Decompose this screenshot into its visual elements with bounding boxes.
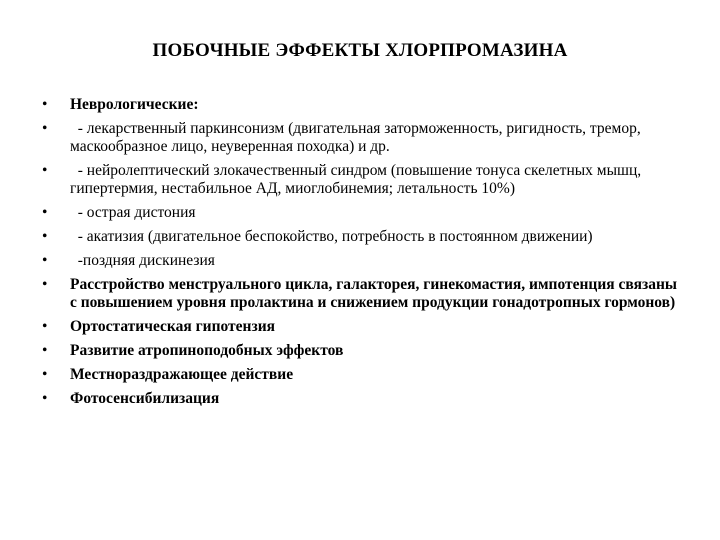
bullet-text: Развитие атропиноподобных эффектов — [70, 342, 344, 359]
bullet-item — [40, 162, 680, 198]
bullet-marker: • — [42, 120, 48, 137]
bullet-text: Ортостатическая гипотензия — [70, 318, 276, 335]
slide-title: ПОБОЧНЫЕ ЭФФЕКТЫ ХЛОРПРОМАЗИНА — [152, 40, 568, 61]
bullet-list — [40, 96, 680, 414]
bullet-marker: • — [42, 342, 48, 359]
bullet-text: Местнораздражающее действие — [70, 366, 294, 383]
bullet-item — [40, 390, 680, 408]
bullet-text: - лекарственный паркинсонизм (двигательная заторможенность, ригидность, тремор, маскообразное лицо, неуверенная походка) и др. — [70, 120, 645, 155]
bullet-marker: • — [42, 228, 48, 245]
bullet-marker: • — [42, 318, 48, 335]
bullet-text: Неврологические: — [70, 96, 199, 113]
bullet-marker: • — [42, 276, 48, 293]
bullet-item — [40, 204, 680, 222]
bullet-text: - акатизия (двигательное беспокойство, потребность в постоянном движении) — [70, 228, 593, 245]
bullet-text: Фотосенсибилизация — [70, 390, 220, 407]
bullet-text: - острая дистония — [70, 204, 196, 221]
bullet-item — [40, 276, 680, 312]
bullet-item — [40, 120, 680, 156]
bullet-text: Расстройство менструального цикла, галакторея, гинекомастия, импотенция связаны с повышением уровня пролактина и снижением продукции гонадотропных гормонов) — [70, 276, 677, 311]
bullet-marker: • — [42, 366, 48, 383]
bullet-item — [40, 96, 680, 114]
bullet-item — [40, 252, 680, 270]
bullet-marker: • — [42, 390, 48, 407]
bullet-item — [40, 342, 680, 360]
bullet-text: -поздняя дискинезия — [70, 252, 215, 269]
bullet-text: - нейролептический злокачественный синдром (повышение тонуса скелетных мышц, гипертермия, нестабильное АД, миоглобинемия; летальность 10%) — [70, 162, 645, 197]
bullet-marker: • — [42, 96, 48, 113]
bullet-marker: • — [42, 204, 48, 221]
bullet-marker: • — [42, 162, 48, 179]
bullet-item — [40, 318, 680, 336]
bullet-item — [40, 228, 680, 246]
bullet-marker: • — [42, 252, 48, 269]
bullet-item — [40, 366, 680, 384]
